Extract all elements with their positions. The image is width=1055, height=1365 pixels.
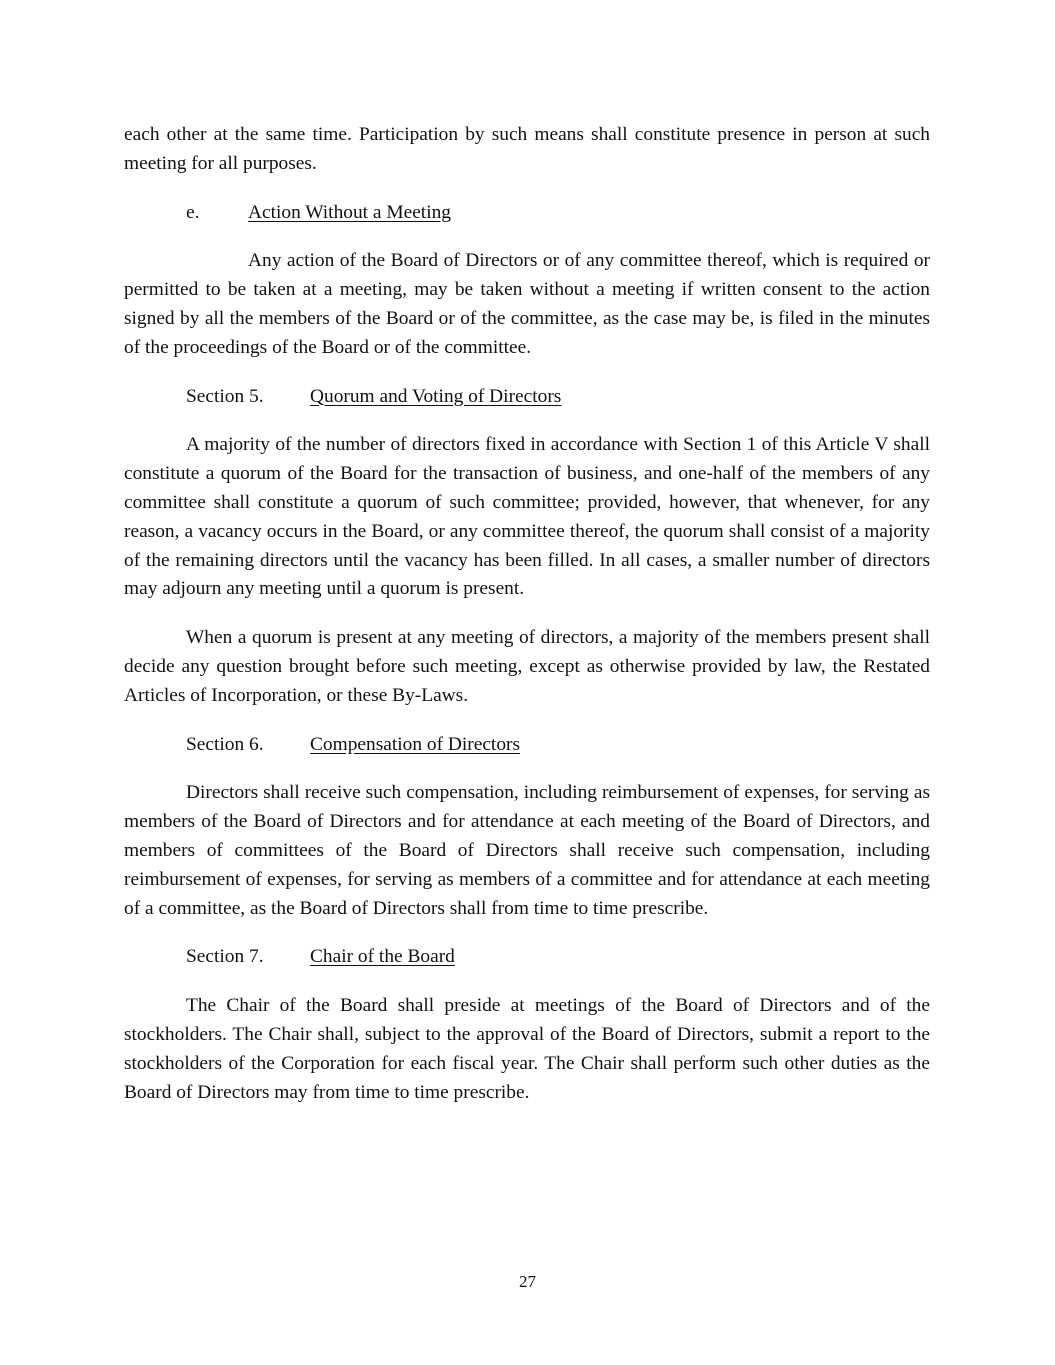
section-5-title: Quorum and Voting of Directors (310, 385, 562, 407)
subsection-e-heading (186, 199, 930, 228)
section-5-paragraph-2: When a quorum is present at any meeting of directors, a majority of the members present shall decide any question brought before such meeting, except as otherwise provided by law, the Restated Articles of Incorporation, or these By-Laws. (124, 627, 930, 706)
section-5-heading (186, 383, 930, 412)
section-6-heading (186, 731, 930, 760)
subsection-e-paragraph: Any action of the Board of Directors or of any committee thereof, which is required or permitted to be taken at a meeting, may be taken without a meeting if written consent to the action signed by all the members of the Board or of the committee, as the case may be, is filed in the minutes of the proceedings of the Board or of the committee. (124, 250, 930, 358)
section-7-heading (186, 943, 930, 972)
page-number: 27 (519, 1272, 536, 1291)
section-5-number: Section 5. (186, 385, 264, 407)
section-7-paragraph: The Chair of the Board shall preside at meetings of the Board of Directors and of the stockholders. The Chair shall, subject to the approval of the Board of Directors, submit a report to the stockholders of the Corporation for each fiscal year. The Chair shall perform such other duties as the Board of Directors may from time to time prescribe. (124, 995, 930, 1103)
continuation-paragraph: each other at the same time. Participation by such means shall constitute presence in person at such meeting for all purposes. (124, 124, 930, 174)
subsection-e-number: e. (186, 201, 200, 223)
section-5-paragraph-1: A majority of the number of directors fixed in accordance with Section 1 of this Article V shall constitute a quorum of the Board for the transaction of business, and one-half of the members of any committee shall constitute a quorum of such committee; provided, however, that whenever, for any reason, a vacancy occurs in the Board, or any committee thereof, the quorum shall consist of a majority of the remaining directors until the vacancy has been filled. In all cases, a smaller number of directors may adjourn any meeting until a quorum is present. (124, 434, 930, 600)
section-7-number: Section 7. (186, 946, 264, 968)
section-6-number: Section 6. (186, 733, 264, 755)
section-6-title: Compensation of Directors (310, 733, 521, 755)
subsection-e-title: Action Without a Meeting (248, 201, 451, 223)
section-7-title: Chair of the Board (310, 946, 455, 968)
section-6-paragraph: Directors shall receive such compensation, including reimbursement of expenses, for serving as members of the Board of Directors and for attendance at each meeting of the Board of Directors, and members of committees of the Board of Directors shall receive such compensation, including reimbursement of expenses, for serving as members of a committee and for attendance at each meeting of a committee, as the Board of Directors shall from time to time prescribe. (124, 782, 930, 919)
document-body (124, 121, 930, 1107)
